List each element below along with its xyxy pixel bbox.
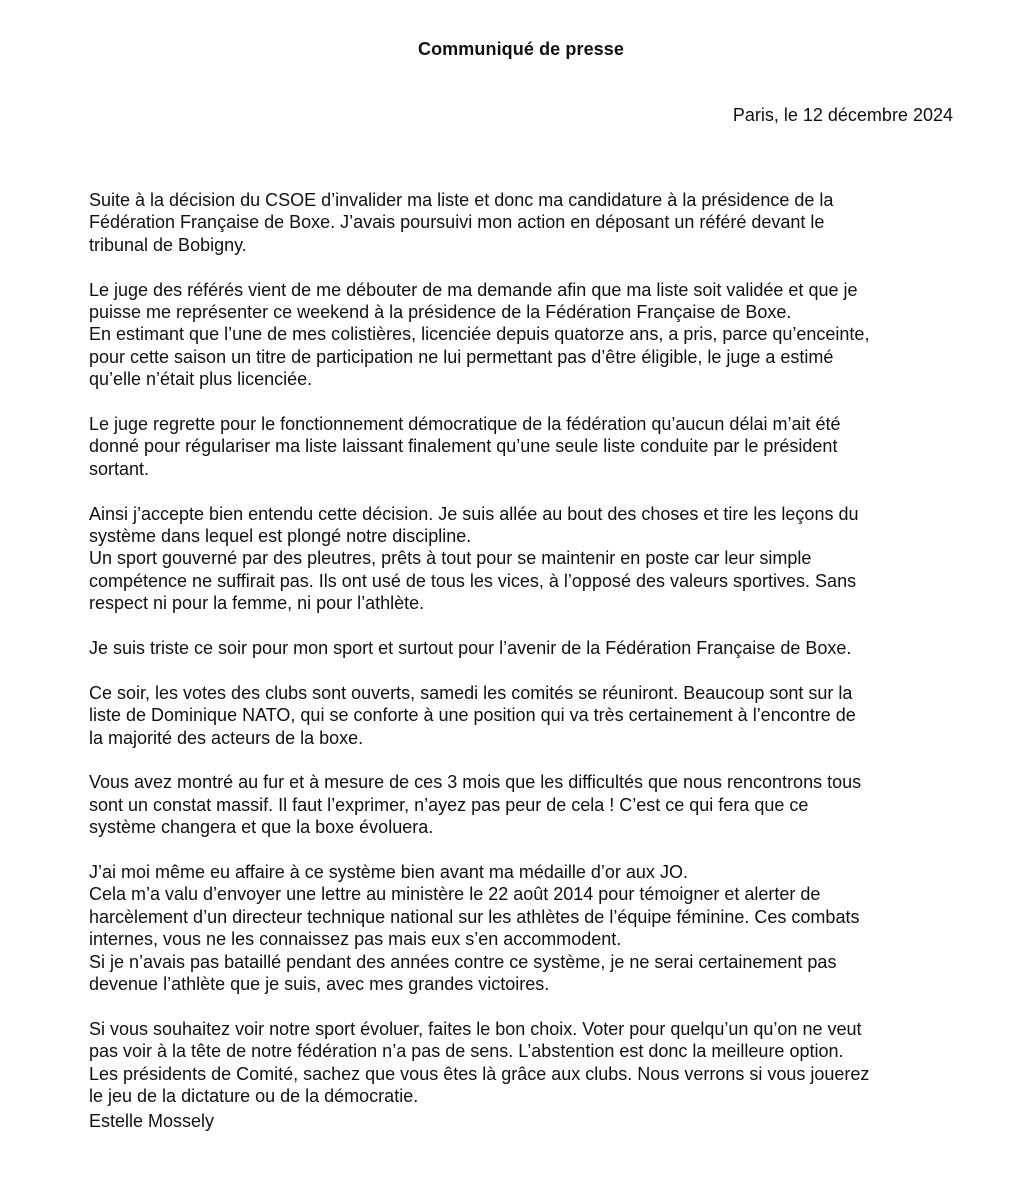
text-line: la majorité des acteurs de la boxe. bbox=[89, 727, 364, 748]
text-line: liste de Dominique NATO, qui se conforte à une position qui va très certainement à l’encontre de bbox=[89, 705, 856, 726]
text-line: Si je n’avais pas bataillé pendant des années contre ce système, je ne serai certainement pas bbox=[89, 951, 837, 972]
text-line: En estimant que l’une de mes colistières, licenciée depuis quatorze ans, a pris, parce qu’enceinte, bbox=[89, 324, 870, 345]
paragraph-5 bbox=[89, 637, 969, 659]
paragraph-3 bbox=[89, 413, 969, 480]
signature: Estelle Mossely bbox=[89, 1111, 215, 1131]
document-title: Communiqué de presse bbox=[417, 39, 625, 59]
dateline: Paris, le 12 décembre 2024 bbox=[732, 105, 953, 125]
text-line: compétence ne suffirait pas. Ils ont usé de tous les vices, à l’opposé des valeurs sportives. Sans bbox=[89, 570, 857, 591]
paragraph-7 bbox=[89, 771, 969, 838]
text-line: respect ni pour la femme, ni pour l’athlète. bbox=[89, 593, 425, 614]
text-line: harcèlement d’un directeur technique national sur les athlètes de l’équipe féminine. Ces combats bbox=[89, 906, 860, 927]
text-line: sont un constat massif. Il faut l’exprimer, n’ayez pas peur de cela ! C’est ce qui fera que ce bbox=[89, 794, 809, 815]
text-line: Suite à la décision du CSOE d’invalider ma liste et donc ma candidature à la présidence de la bbox=[89, 190, 834, 210]
text-line: Ce soir, les votes des clubs sont ouverts, samedi les comités se réuniront. Beaucoup sont sur la bbox=[89, 682, 853, 703]
text-line: sortant. bbox=[89, 458, 150, 479]
paragraph-1 bbox=[89, 189, 969, 256]
paragraph-8 bbox=[89, 861, 969, 995]
text-line: internes, vous ne les connaissez pas mais eux s’en accommodent. bbox=[89, 929, 622, 950]
paragraph-6 bbox=[89, 682, 969, 749]
text-line: Un sport gouverné par des pleutres, prêts à tout pour se maintenir en poste car leur simple bbox=[89, 548, 812, 569]
document-body bbox=[89, 189, 969, 1130]
text-line: Cela m’a valu d’envoyer une lettre au ministère le 22 août 2014 pour témoigner et alerter de bbox=[89, 884, 821, 905]
text-line: J’ai moi même eu affaire à ce système bien avant ma médaille d’or aux JO. bbox=[89, 862, 688, 883]
text-line: Ainsi j’accepte bien entendu cette décision. Je suis allée au bout des choses et tire les leçons du bbox=[89, 503, 859, 524]
text-line: Vous avez montré au fur et à mesure de ces 3 mois que les difficultés que nous rencontrons tous bbox=[89, 772, 862, 793]
text-line: Le juge des référés vient de me débouter de ma demande afin que ma liste soit validée et que je bbox=[89, 279, 858, 300]
paragraph-2 bbox=[89, 279, 969, 391]
text-line: devenue l’athlète que je suis, avec mes grandes victoires. bbox=[89, 974, 550, 995]
text-line: puisse me représenter ce weekend à la présidence de la Fédération Française de Boxe. bbox=[89, 302, 792, 323]
text-line: pour cette saison un titre de participation ne lui permettant pas d’être éligible, le juge a estimé bbox=[89, 346, 834, 367]
paragraph-4 bbox=[89, 503, 969, 615]
text-line: Fédération Française de Boxe. J’avais poursuivi mon action en déposant un référé devant le bbox=[89, 212, 825, 233]
text-line: Si vous souhaitez voir notre sport évoluer, faites le bon choix. Voter pour quelqu’un qu’on ne veut bbox=[89, 1018, 862, 1039]
text-line: Les présidents de Comité, sachez que vous êtes là grâce aux clubs. Nous verrons si vous jouerez bbox=[89, 1063, 870, 1084]
text-line: système changera et que la boxe évoluera. bbox=[89, 817, 434, 838]
text-line: le jeu de la dictature ou de la démocratie. bbox=[89, 1086, 419, 1107]
text-line: Je suis triste ce soir pour mon sport et surtout pour l’avenir de la Fédération Française de Boxe. bbox=[89, 638, 852, 659]
text-line: Le juge regrette pour le fonctionnement démocratique de la fédération qu’aucun délai m’ait été bbox=[89, 414, 841, 435]
paragraph-9 bbox=[89, 1018, 969, 1108]
text-line: tribunal de Bobigny. bbox=[89, 234, 247, 255]
text-line: qu’elle n’était plus licenciée. bbox=[89, 369, 313, 390]
text-line: système dans lequel est plongé notre discipline. bbox=[89, 526, 472, 547]
text-line: pas voir à la tête de notre fédération n’a pas de sens. L’abstention est donc la meilleure option. bbox=[89, 1041, 844, 1062]
text-line: donné pour régulariser ma liste laissant finalement qu’une seule liste conduite par le président bbox=[89, 436, 838, 457]
